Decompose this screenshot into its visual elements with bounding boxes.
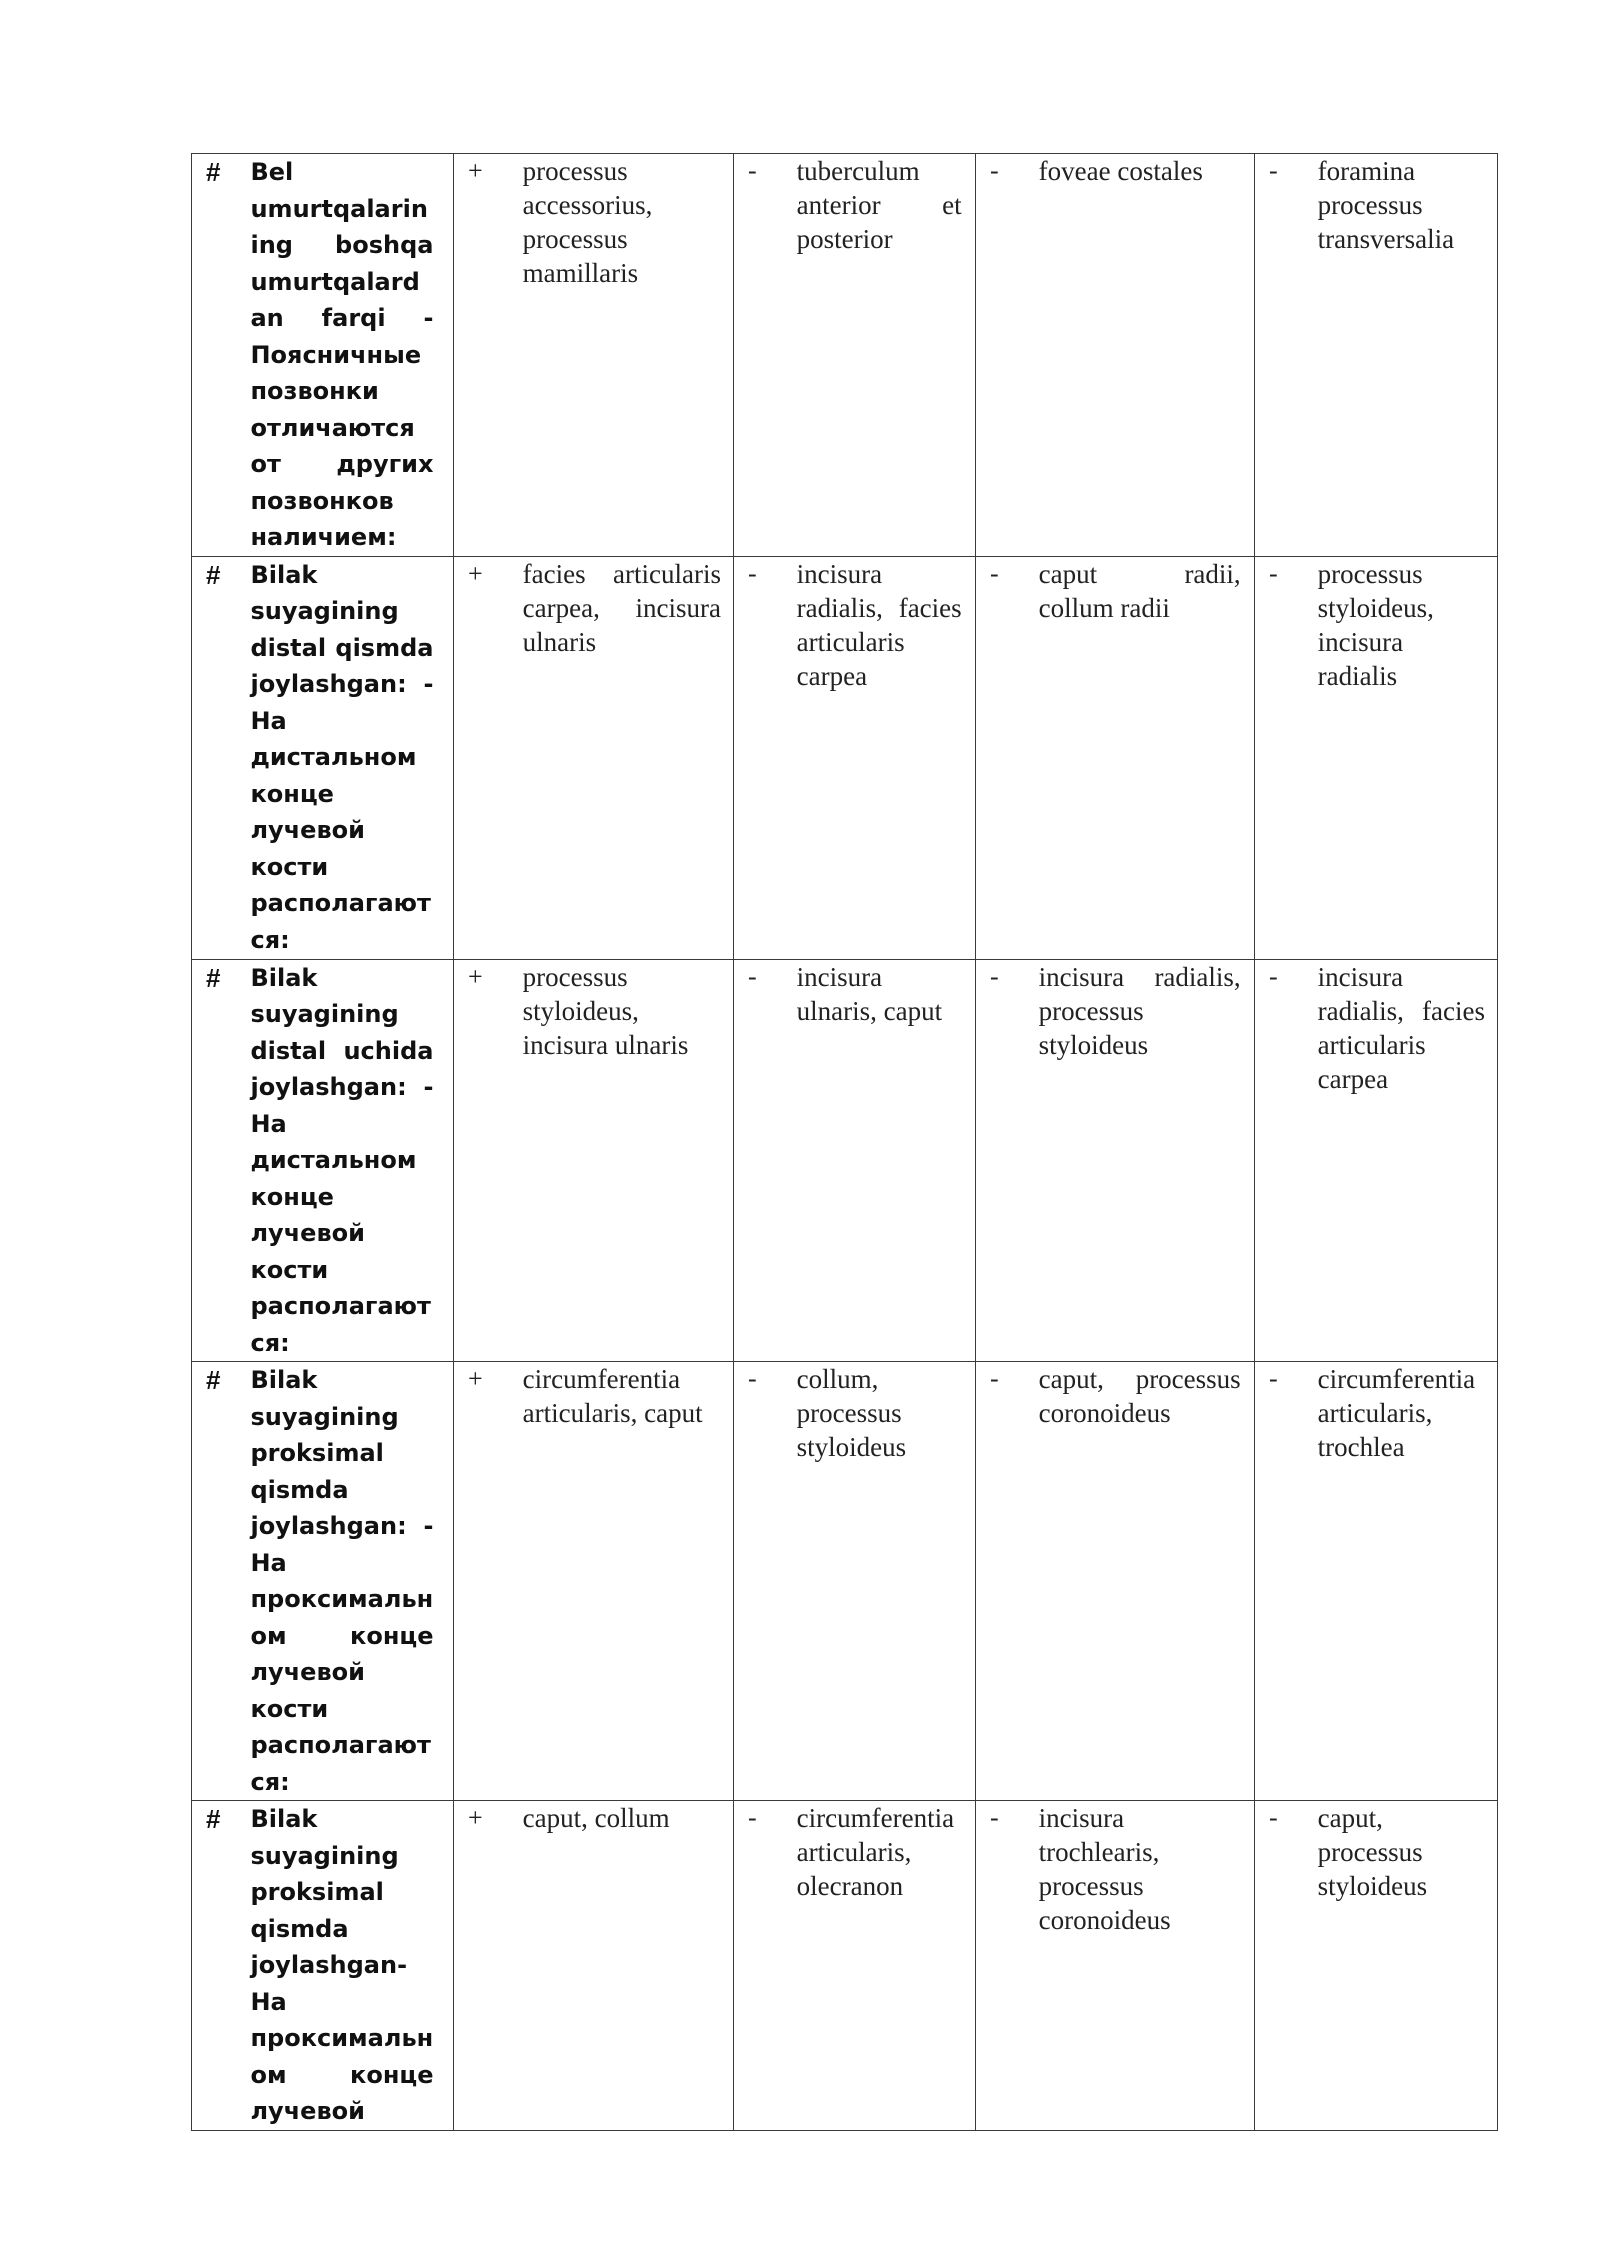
answer-text: incisura radialis, facies articularis carpea <box>796 558 962 691</box>
answer-text: caput radii, collum radii <box>1038 558 1241 623</box>
answer-cell <box>454 556 734 959</box>
answer-cell <box>454 154 734 557</box>
answer-text: tuberculum anterior et posterior <box>796 156 962 254</box>
answer-text: circumferentia articularis, olecranon <box>796 1803 955 1901</box>
answer-cell <box>1255 959 1498 1362</box>
answer-marker: - <box>748 156 757 185</box>
answer-text: circumferentia articularis, caput <box>522 1364 703 1428</box>
answer-marker: + <box>468 961 483 991</box>
answer-marker: - <box>1269 558 1278 588</box>
question-text: Bilak suyagining distal qismda joylashgan: - На дистальном конце лучевой кости располагаются: <box>250 560 434 954</box>
answer-cell <box>734 959 976 1362</box>
answer-cell <box>1255 1801 1498 2131</box>
table-row <box>192 1362 1498 1801</box>
question-text: Bilak suyagining distal uchida joylashgan: - На дистальном конце лучевой кости располагаются: <box>250 963 434 1357</box>
question-marker: # <box>206 157 221 187</box>
question-cell <box>192 1362 454 1801</box>
answer-text: facies articularis carpea, incisura ulnaris <box>522 558 721 657</box>
answer-text: processus styloideus, incisura ulnaris <box>522 961 689 1060</box>
answer-cell <box>1255 154 1498 557</box>
answer-marker: - <box>1269 1803 1278 1832</box>
answer-cell <box>976 1801 1255 2131</box>
question-cell <box>192 959 454 1362</box>
answer-cell <box>1255 556 1498 959</box>
question-cell <box>192 1801 454 2131</box>
answer-marker: + <box>468 1803 483 1832</box>
answer-marker: - <box>1269 961 1278 991</box>
answer-text: circumferentia articularis, trochlea <box>1317 1364 1476 1462</box>
answer-cell <box>734 1362 976 1801</box>
answer-marker: - <box>748 558 757 588</box>
question-text: Bilak suyagining proksimal qismda joylashgan-На проксимальном конце лучевой <box>250 1805 434 2125</box>
answer-marker: - <box>748 961 757 991</box>
answer-text: incisura trochlearis, processus coronoideus <box>1038 1803 1171 1935</box>
table-row <box>192 1801 1498 2131</box>
answer-marker: + <box>468 156 483 185</box>
answer-marker: - <box>748 1364 757 1393</box>
answer-text: incisura radialis, facies articularis carpea <box>1317 961 1485 1094</box>
answer-marker: + <box>468 558 483 588</box>
answer-text: processus accessorius, processus mamillaris <box>522 156 653 288</box>
quiz-table <box>191 153 1498 2131</box>
answer-marker: - <box>990 156 999 185</box>
answer-cell <box>976 959 1255 1362</box>
table-row <box>192 959 1498 1362</box>
answer-cell <box>976 1362 1255 1801</box>
answer-cell <box>734 1801 976 2131</box>
answer-marker: - <box>990 961 999 991</box>
answer-marker: - <box>1269 1364 1278 1393</box>
answer-marker: - <box>990 558 999 588</box>
answer-text: caput, processus coronoideus <box>1038 1364 1241 1428</box>
answer-text: collum, processus styloideus <box>796 1364 907 1462</box>
answer-cell <box>734 556 976 959</box>
answer-cell <box>976 556 1255 959</box>
answer-cell <box>976 154 1255 557</box>
answer-cell <box>454 1362 734 1801</box>
question-text: Bilak suyagining proksimal qismda joylashgan: - На проксимальном конце лучевой кости располагаются: <box>250 1366 434 1796</box>
answer-marker: - <box>990 1364 999 1393</box>
question-cell <box>192 556 454 959</box>
answer-cell <box>454 1801 734 2131</box>
question-marker: # <box>206 1804 221 1834</box>
answer-cell <box>1255 1362 1498 1801</box>
question-cell <box>192 154 454 557</box>
question-marker: # <box>206 559 221 590</box>
answer-text: foramina processus transversalia <box>1317 156 1455 254</box>
answer-text: foveae costales <box>1038 156 1203 186</box>
question-marker: # <box>206 1365 221 1395</box>
answer-cell <box>454 959 734 1362</box>
answer-text: processus styloideus, incisura radialis <box>1317 558 1434 691</box>
answer-text: caput, collum <box>522 1803 670 1833</box>
question-marker: # <box>206 962 221 993</box>
answer-marker: - <box>990 1803 999 1832</box>
question-text: Bel umurtqalarining boshqa umurtqalardan farqi - Поясничные позвонки отличаются от других позвонков наличием: <box>250 158 434 551</box>
table-row <box>192 154 1498 557</box>
answer-text: incisura ulnaris, caput <box>796 961 943 1026</box>
answer-marker: + <box>468 1364 483 1393</box>
answer-marker: - <box>1269 156 1278 185</box>
table-row <box>192 556 1498 959</box>
answer-text: incisura radialis, processus styloideus <box>1038 961 1241 1060</box>
answer-marker: - <box>748 1803 757 1832</box>
answer-cell <box>734 154 976 557</box>
answer-text: caput, processus styloideus <box>1317 1803 1428 1901</box>
